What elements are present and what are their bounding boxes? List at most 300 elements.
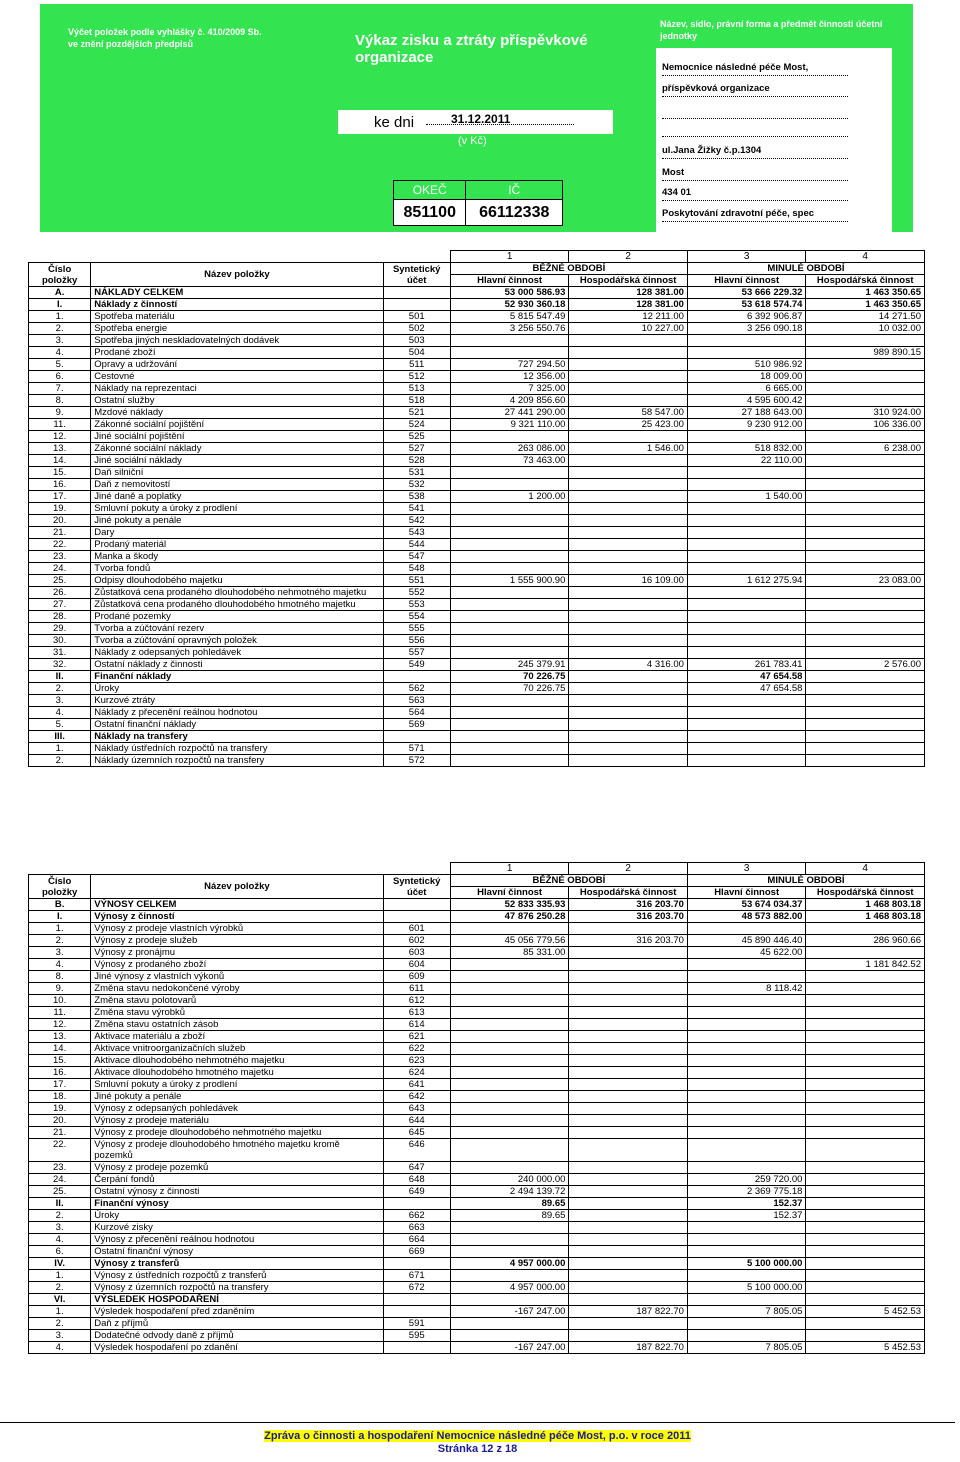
current-economic-value xyxy=(569,563,688,575)
table-row xyxy=(29,1174,925,1186)
item-name: Náklady na reprezentaci xyxy=(91,383,383,395)
item-number: 2. xyxy=(29,1210,91,1222)
previous-economic-value xyxy=(806,731,925,743)
account-code: 672 xyxy=(383,1282,450,1294)
previous-economic-value xyxy=(806,755,925,767)
account-code: 531 xyxy=(383,467,450,479)
current-economic-value xyxy=(569,1031,688,1043)
current-main-value xyxy=(450,995,569,1007)
current-economic-value xyxy=(569,1270,688,1282)
account-code: 571 xyxy=(383,743,450,755)
current-economic-value xyxy=(569,1282,688,1294)
previous-main-value xyxy=(687,719,806,731)
account-code: 613 xyxy=(383,1007,450,1019)
table-row xyxy=(29,1127,925,1139)
previous-economic-value xyxy=(806,1079,925,1091)
item-number: 21. xyxy=(29,527,91,539)
item-number: III. xyxy=(29,731,91,743)
date-label: ke dni xyxy=(374,114,415,131)
table-row xyxy=(29,1115,925,1127)
item-number: 2. xyxy=(29,323,91,335)
table-row xyxy=(29,611,925,623)
previous-main-value xyxy=(687,755,806,767)
current-main-value: 70 226.75 xyxy=(450,671,569,683)
previous-main-value xyxy=(687,1330,806,1342)
item-name: Finanční náklady xyxy=(91,671,383,683)
costs-rows xyxy=(29,287,925,767)
current-main-value xyxy=(450,431,569,443)
table-row xyxy=(29,1079,925,1091)
previous-main-value xyxy=(687,923,806,935)
account-code xyxy=(383,731,450,743)
current-main-value: 240 000.00 xyxy=(450,1174,569,1186)
previous-main-value xyxy=(687,731,806,743)
item-number: 2. xyxy=(29,1282,91,1294)
currency-note: (v Kč) xyxy=(458,135,487,147)
item-number: 2. xyxy=(29,935,91,947)
current-main-value: 73 463.00 xyxy=(450,455,569,467)
current-economic-value: 316 203.70 xyxy=(569,899,688,911)
item-name: Prodané zboží xyxy=(91,347,383,359)
current-main-value xyxy=(450,599,569,611)
previous-main-value: 47 654.58 xyxy=(687,683,806,695)
item-name: Dary xyxy=(91,527,383,539)
previous-main-value: 1 540.00 xyxy=(687,491,806,503)
footer-report-title xyxy=(0,1430,955,1442)
okec-label: OKEČ xyxy=(394,181,466,200)
previous-main-value xyxy=(687,1222,806,1234)
account-code: 501 xyxy=(383,311,450,323)
costs-table xyxy=(28,250,925,767)
account-code xyxy=(383,1306,450,1318)
table-row xyxy=(29,1007,925,1019)
item-name: Ostatní finanční náklady xyxy=(91,719,383,731)
item-name: Dodatečné odvody daně z příjmů xyxy=(91,1330,383,1342)
table-row xyxy=(29,455,925,467)
main-activity-header: Hlavní činnost xyxy=(687,887,806,899)
item-number: 29. xyxy=(29,623,91,635)
report-header xyxy=(40,4,913,232)
previous-economic-value xyxy=(806,1139,925,1162)
previous-economic-value: 1 468 803.18 xyxy=(806,911,925,923)
previous-economic-value xyxy=(806,983,925,995)
table-row xyxy=(29,731,925,743)
previous-main-value: 152.37 xyxy=(687,1198,806,1210)
item-name: Výnosy z transferů xyxy=(91,1258,383,1270)
col-number-4: 4 xyxy=(806,863,925,875)
item-number: 5. xyxy=(29,359,91,371)
item-name: Úroky xyxy=(91,683,383,695)
previous-main-value xyxy=(687,647,806,659)
item-name: Změna stavu nedokončené výroby xyxy=(91,983,383,995)
col-number-1: 1 xyxy=(450,251,569,263)
previous-main-value xyxy=(687,635,806,647)
previous-main-value xyxy=(687,1067,806,1079)
current-main-value xyxy=(450,1318,569,1330)
previous-economic-value xyxy=(806,635,925,647)
previous-main-value xyxy=(687,1007,806,1019)
current-economic-value xyxy=(569,971,688,983)
table-row xyxy=(29,287,925,299)
current-economic-value xyxy=(569,1043,688,1055)
previous-main-value: 9 230 912.00 xyxy=(687,419,806,431)
column-number-row xyxy=(29,863,925,875)
account-code: 621 xyxy=(383,1031,450,1043)
previous-main-value: 6 392 906.87 xyxy=(687,311,806,323)
table-row xyxy=(29,1342,925,1354)
current-main-value: 1 200.00 xyxy=(450,491,569,503)
item-number: 4. xyxy=(29,347,91,359)
item-number: 20. xyxy=(29,1115,91,1127)
current-economic-value xyxy=(569,431,688,443)
item-number: 11. xyxy=(29,1007,91,1019)
account-code: 557 xyxy=(383,647,450,659)
previous-economic-value xyxy=(806,671,925,683)
item-number: 22. xyxy=(29,1139,91,1162)
item-name: Čerpání fondů xyxy=(91,1174,383,1186)
account-code: 572 xyxy=(383,755,450,767)
item-no-header: Číslo položky xyxy=(29,875,91,899)
previous-economic-value xyxy=(806,707,925,719)
item-name: Finanční výnosy xyxy=(91,1198,383,1210)
item-number: IV. xyxy=(29,1258,91,1270)
current-economic-value xyxy=(569,647,688,659)
item-name-header: Název položky xyxy=(91,263,383,287)
item-number: 9. xyxy=(29,407,91,419)
item-name: Jiné daně a poplatky xyxy=(91,491,383,503)
item-name: Výnosy z územních rozpočtů na transfery xyxy=(91,1282,383,1294)
previous-main-value: 45 890 446.40 xyxy=(687,935,806,947)
current-main-value xyxy=(450,743,569,755)
table-row xyxy=(29,407,925,419)
item-number: 4. xyxy=(29,707,91,719)
current-main-value xyxy=(450,347,569,359)
current-economic-value xyxy=(569,1318,688,1330)
current-economic-value xyxy=(569,527,688,539)
previous-main-value xyxy=(687,563,806,575)
account-code: 646 xyxy=(383,1139,450,1162)
current-economic-value xyxy=(569,1294,688,1306)
current-economic-value xyxy=(569,1222,688,1234)
current-main-value xyxy=(450,1246,569,1258)
current-main-value xyxy=(450,1055,569,1067)
previous-economic-value xyxy=(806,527,925,539)
current-main-value xyxy=(450,1294,569,1306)
item-number: 14. xyxy=(29,1043,91,1055)
previous-economic-value xyxy=(806,1258,925,1270)
previous-economic-value: 6 238.00 xyxy=(806,443,925,455)
previous-main-value: 47 654.58 xyxy=(687,671,806,683)
organization-line: příspěvková organizace xyxy=(662,81,848,97)
current-main-value: 12 356.00 xyxy=(450,371,569,383)
previous-main-value: 261 783.41 xyxy=(687,659,806,671)
previous-economic-value xyxy=(806,467,925,479)
current-main-value: 85 331.00 xyxy=(450,947,569,959)
item-name: Výnosy z činností xyxy=(91,911,383,923)
previous-main-value xyxy=(687,1318,806,1330)
table-row xyxy=(29,1306,925,1318)
current-economic-value xyxy=(569,467,688,479)
footer-divider xyxy=(0,1422,955,1423)
previous-economic-value xyxy=(806,1103,925,1115)
table-row xyxy=(29,1294,925,1306)
item-number: 10. xyxy=(29,995,91,1007)
organization-line: Most xyxy=(662,165,848,181)
current-main-value xyxy=(450,1234,569,1246)
item-name: Výnosy z ústředních rozpočtů z transferů xyxy=(91,1270,383,1282)
table-row xyxy=(29,599,925,611)
account-code: 569 xyxy=(383,719,450,731)
current-main-value xyxy=(450,479,569,491)
table-row xyxy=(29,1330,925,1342)
item-name-header: Název položky xyxy=(91,875,383,899)
entity-note: Název, sídlo, právní forma a předmět činnosti účetní jednotky xyxy=(660,19,883,41)
previous-economic-value: 286 960.66 xyxy=(806,935,925,947)
previous-main-value xyxy=(687,1115,806,1127)
item-name: Jiné sociální náklady xyxy=(91,455,383,467)
account-header: Syntetický účet xyxy=(383,875,450,899)
current-main-value: 4 209 856.60 xyxy=(450,395,569,407)
current-economic-value xyxy=(569,611,688,623)
current-main-value xyxy=(450,755,569,767)
item-name: Tvorba a zúčtování rezerv xyxy=(91,623,383,635)
previous-main-value xyxy=(687,1019,806,1031)
main-activity-header: Hlavní činnost xyxy=(450,887,569,899)
account-code: 563 xyxy=(383,695,450,707)
current-main-value xyxy=(450,647,569,659)
previous-main-value xyxy=(687,1294,806,1306)
previous-main-value: 510 986.92 xyxy=(687,359,806,371)
revenues-rows xyxy=(29,899,925,1354)
item-name: Kurzové zisky xyxy=(91,1222,383,1234)
item-number: 15. xyxy=(29,467,91,479)
item-name: Prodané pozemky xyxy=(91,611,383,623)
item-number: I. xyxy=(29,299,91,311)
previous-main-value: 4 595 600.42 xyxy=(687,395,806,407)
table-row xyxy=(29,503,925,515)
current-main-value xyxy=(450,1043,569,1055)
previous-economic-value: 5 452.53 xyxy=(806,1306,925,1318)
previous-economic-value xyxy=(806,455,925,467)
current-main-value xyxy=(450,635,569,647)
item-number: 4. xyxy=(29,959,91,971)
current-economic-value xyxy=(569,1174,688,1186)
account-code: 645 xyxy=(383,1127,450,1139)
previous-period-header: MINULÉ OBDOBÍ xyxy=(687,263,924,275)
table-row xyxy=(29,515,925,527)
current-main-value: 52 930 360.18 xyxy=(450,299,569,311)
item-number: 25. xyxy=(29,1186,91,1198)
previous-main-value xyxy=(687,695,806,707)
current-main-value xyxy=(450,527,569,539)
previous-economic-value xyxy=(806,1031,925,1043)
previous-economic-value xyxy=(806,539,925,551)
current-economic-value: 316 203.70 xyxy=(569,911,688,923)
item-number: 11. xyxy=(29,419,91,431)
account-code xyxy=(383,287,450,299)
item-number: II. xyxy=(29,1198,91,1210)
previous-main-value xyxy=(687,503,806,515)
account-code: 521 xyxy=(383,407,450,419)
item-number: 3. xyxy=(29,1222,91,1234)
table-row xyxy=(29,1210,925,1222)
account-code: 624 xyxy=(383,1067,450,1079)
account-code: 527 xyxy=(383,443,450,455)
account-code: 547 xyxy=(383,551,450,563)
account-code: 538 xyxy=(383,491,450,503)
current-economic-value xyxy=(569,743,688,755)
item-name: Spotřeba jiných neskladovatelných dodávek xyxy=(91,335,383,347)
previous-economic-value xyxy=(806,335,925,347)
item-number: 2. xyxy=(29,755,91,767)
current-main-value xyxy=(450,539,569,551)
item-name: Výnosy z prodeje pozemků xyxy=(91,1162,383,1174)
item-number: 24. xyxy=(29,563,91,575)
item-name: Výnosy z prodeje dlouhodobého nehmotného majetku xyxy=(91,1127,383,1139)
previous-main-value xyxy=(687,347,806,359)
current-main-value: 727 294.50 xyxy=(450,359,569,371)
organization-line xyxy=(662,103,848,119)
previous-economic-value xyxy=(806,1234,925,1246)
item-name: Výnosy z prodeje vlastních výrobků xyxy=(91,923,383,935)
account-code: 502 xyxy=(383,323,450,335)
current-main-value: 70 226.75 xyxy=(450,683,569,695)
current-economic-value xyxy=(569,1103,688,1115)
account-code: 602 xyxy=(383,935,450,947)
table-row xyxy=(29,1162,925,1174)
current-economic-value xyxy=(569,671,688,683)
previous-main-value: 53 666 229.32 xyxy=(687,287,806,299)
account-code: 532 xyxy=(383,479,450,491)
table-row xyxy=(29,719,925,731)
previous-economic-value: 1 463 350.65 xyxy=(806,299,925,311)
account-code: 504 xyxy=(383,347,450,359)
column-number-row xyxy=(29,251,925,263)
current-economic-value xyxy=(569,1019,688,1031)
previous-main-value xyxy=(687,587,806,599)
current-economic-value: 128 381.00 xyxy=(569,299,688,311)
item-name: Změna stavu ostatních zásob xyxy=(91,1019,383,1031)
previous-economic-value: 14 271.50 xyxy=(806,311,925,323)
item-number: 2. xyxy=(29,683,91,695)
item-name: Náklady z odepsaných pohledávek xyxy=(91,647,383,659)
previous-main-value xyxy=(687,515,806,527)
item-name: Změna stavu polotovarů xyxy=(91,995,383,1007)
previous-economic-value xyxy=(806,515,925,527)
account-code: 647 xyxy=(383,1162,450,1174)
current-economic-value xyxy=(569,479,688,491)
account-code: 544 xyxy=(383,539,450,551)
table-row xyxy=(29,383,925,395)
previous-economic-value xyxy=(806,1091,925,1103)
previous-economic-value: 1 463 350.65 xyxy=(806,287,925,299)
previous-economic-value: 23 083.00 xyxy=(806,575,925,587)
account-code xyxy=(383,1294,450,1306)
account-code: 614 xyxy=(383,1019,450,1031)
current-economic-value xyxy=(569,335,688,347)
item-name: VÝSLEDEK HOSPODAŘENÍ xyxy=(91,1294,383,1306)
previous-main-value xyxy=(687,1055,806,1067)
current-main-value xyxy=(450,1115,569,1127)
item-name: Aktivace dlouhodobého hmotného majetku xyxy=(91,1067,383,1079)
current-economic-value xyxy=(569,947,688,959)
item-number: 12. xyxy=(29,431,91,443)
previous-economic-value xyxy=(806,683,925,695)
previous-main-value: 53 618 574.74 xyxy=(687,299,806,311)
table-row xyxy=(29,335,925,347)
item-number: 23. xyxy=(29,551,91,563)
current-economic-value xyxy=(569,359,688,371)
report-title: Výkaz zisku a ztráty příspěvkové organizace xyxy=(355,32,588,66)
current-economic-value: 58 547.00 xyxy=(569,407,688,419)
current-main-value: 53 000 586.93 xyxy=(450,287,569,299)
item-number: 19. xyxy=(29,503,91,515)
current-main-value xyxy=(450,1103,569,1115)
current-main-value xyxy=(450,563,569,575)
organization-line xyxy=(662,121,848,137)
previous-economic-value xyxy=(806,383,925,395)
table-row xyxy=(29,1043,925,1055)
item-number: 15. xyxy=(29,1055,91,1067)
item-number: 1. xyxy=(29,1270,91,1282)
current-economic-value xyxy=(569,983,688,995)
item-name: Zůstatková cena prodaného dlouhodobého nehmotného majetku xyxy=(91,587,383,599)
current-economic-value xyxy=(569,923,688,935)
item-number: VI. xyxy=(29,1294,91,1306)
period-header-row xyxy=(29,263,925,275)
col-number-4: 4 xyxy=(806,251,925,263)
item-name: Cestovné xyxy=(91,371,383,383)
table-row xyxy=(29,623,925,635)
previous-economic-value: 989 890.15 xyxy=(806,347,925,359)
previous-main-value xyxy=(687,1091,806,1103)
item-name: Tvorba a zúčtování opravných položek xyxy=(91,635,383,647)
account-code: 553 xyxy=(383,599,450,611)
item-name: Zůstatková cena prodaného dlouhodobého hmotného majetku xyxy=(91,599,383,611)
previous-economic-value: 1 181 842.52 xyxy=(806,959,925,971)
account-code: 641 xyxy=(383,1079,450,1091)
item-number: II. xyxy=(29,671,91,683)
previous-economic-value: 310 924.00 xyxy=(806,407,925,419)
current-main-value: 52 833 335.93 xyxy=(450,899,569,911)
current-economic-value xyxy=(569,695,688,707)
table-row xyxy=(29,1318,925,1330)
current-main-value xyxy=(450,731,569,743)
previous-economic-value: 106 336.00 xyxy=(806,419,925,431)
account-code: 601 xyxy=(383,923,450,935)
account-code xyxy=(383,299,450,311)
current-main-value: 2 494 139.72 xyxy=(450,1186,569,1198)
current-main-value: 47 876 250.28 xyxy=(450,911,569,923)
account-code: 612 xyxy=(383,995,450,1007)
current-main-value xyxy=(450,923,569,935)
previous-economic-value xyxy=(806,1246,925,1258)
table-row xyxy=(29,983,925,995)
identification-codes xyxy=(393,180,563,226)
table-row xyxy=(29,695,925,707)
current-main-value: 7 325.00 xyxy=(450,383,569,395)
current-main-value: 9 321 110.00 xyxy=(450,419,569,431)
account-code xyxy=(383,671,450,683)
account-code: 642 xyxy=(383,1091,450,1103)
okec-value: 851100 xyxy=(394,200,466,226)
current-economic-value xyxy=(569,1198,688,1210)
current-economic-value xyxy=(569,1162,688,1174)
item-name: Odpisy dlouhodobého majetku xyxy=(91,575,383,587)
table-row xyxy=(29,1067,925,1079)
current-economic-value xyxy=(569,455,688,467)
current-main-value: -167 247.00 xyxy=(450,1306,569,1318)
